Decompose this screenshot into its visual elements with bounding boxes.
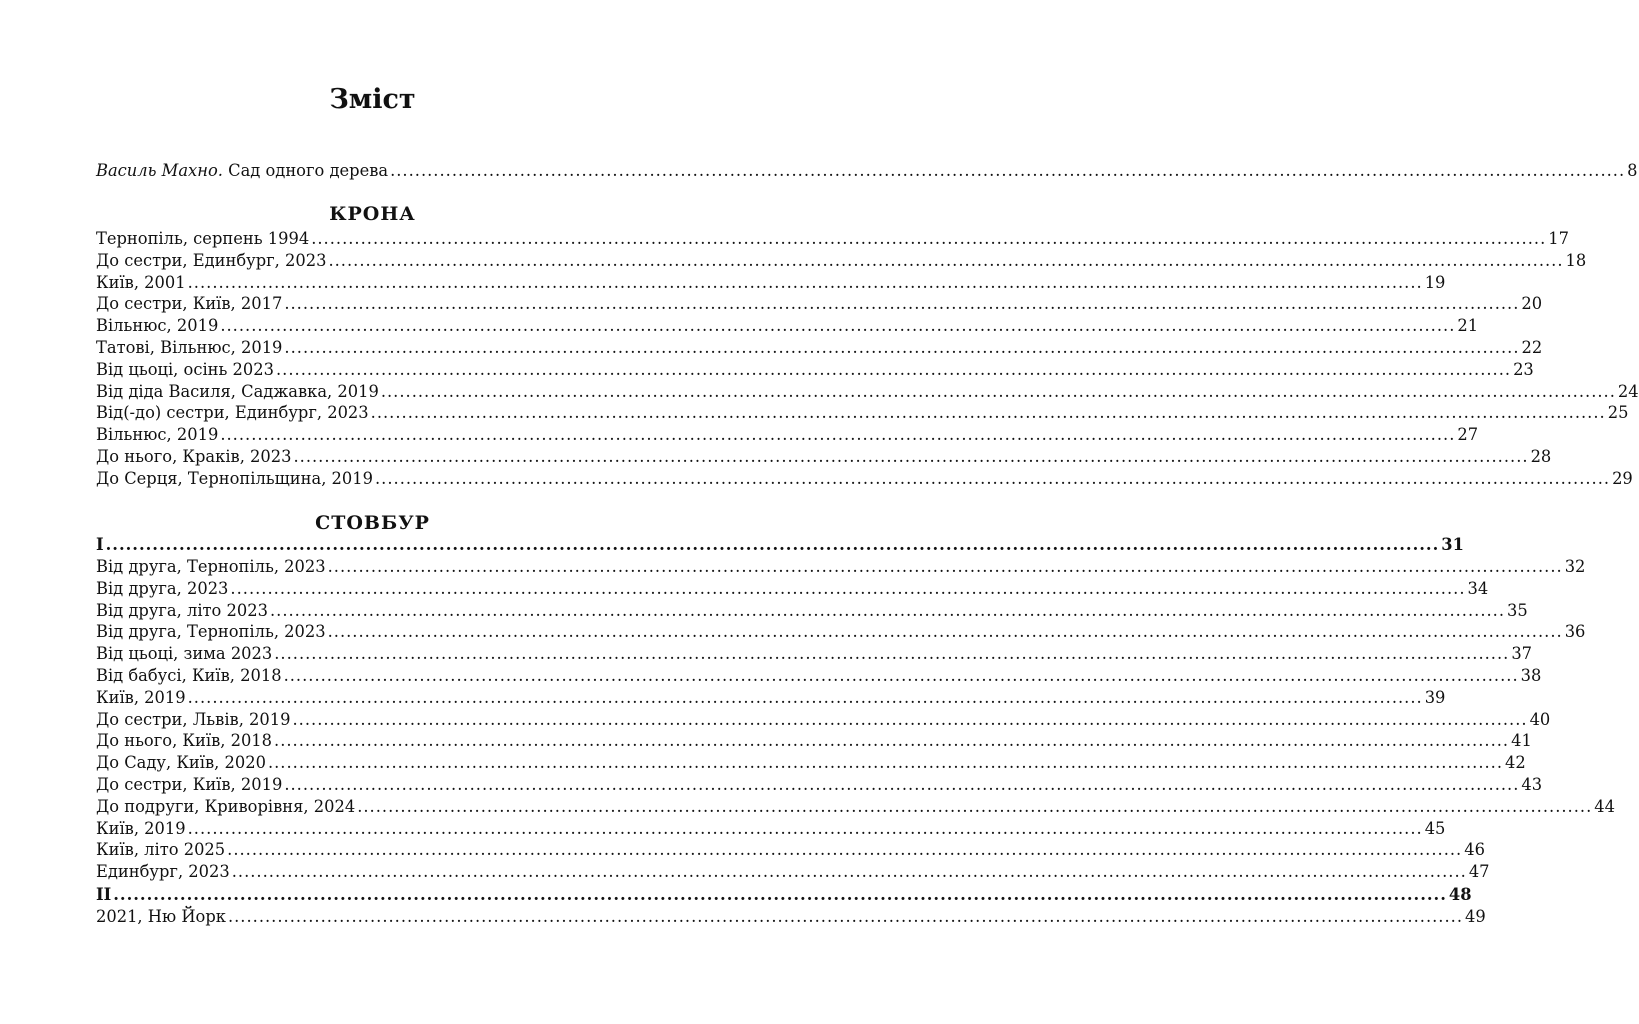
dot-leader: ........................................................................................................................................................................................................ xyxy=(327,557,1563,576)
toc-entry xyxy=(96,665,1542,687)
toc-entry-label: Единбург, 2023 xyxy=(96,862,230,882)
toc-entry-intro xyxy=(96,160,1638,182)
toc-entry xyxy=(96,228,1569,250)
toc-entry-page: 29 xyxy=(1612,468,1633,488)
dot-leader: ........................................................................................................................................................................................................ xyxy=(311,229,1547,248)
toc-entry xyxy=(96,621,1586,643)
toc-part-one xyxy=(96,534,1464,556)
toc-entry-label: До сестри, Единбург, 2023 xyxy=(96,250,327,270)
toc-entry-page: 27 xyxy=(1457,425,1479,445)
toc-entry-label: До нього, Краків, 2023 xyxy=(96,447,292,466)
dot-leader: ........................................................................................................................................................................................................ xyxy=(230,578,1466,598)
dot-leader: ........................................................................................................................................................................................................ xyxy=(227,907,1464,926)
toc-entry-page: 39 xyxy=(1424,687,1446,707)
toc-entry-label: Київ, літо 2025 xyxy=(96,840,226,860)
toc-entry xyxy=(96,315,1479,337)
toc-entry xyxy=(96,556,1586,578)
toc-entry-label: Від бабусі, Київ, 2018 xyxy=(96,666,282,685)
page-title: Зміст xyxy=(329,84,416,115)
toc-entry-label: Татові, Вільнюс, 2019 xyxy=(96,338,283,357)
toc-entry xyxy=(96,643,1533,665)
toc-part-label: І xyxy=(96,535,104,554)
toc-entry-page: 36 xyxy=(1564,622,1586,642)
toc-entry-label: Київ, 2019 xyxy=(96,687,186,707)
toc-entry xyxy=(96,293,1543,315)
toc-entry-page: 45 xyxy=(1424,818,1446,838)
toc-entry-page: 24 xyxy=(1617,381,1639,401)
dot-leader: ........................................................................................................................................................................................................ xyxy=(220,316,1456,336)
toc-entry xyxy=(96,796,1615,818)
toc-entry-page: 41 xyxy=(1511,731,1532,751)
toc-entry-label: Київ, 2019 xyxy=(96,818,186,838)
toc-entry-label: До Серця, Тернопільщина, 2019 xyxy=(96,468,373,488)
dot-leader: ........................................................................................................................................................................................................ xyxy=(267,753,1504,773)
dot-leader: ........................................................................................................................................................................................................ xyxy=(231,862,1467,882)
toc-entry-page: 18 xyxy=(1565,250,1587,270)
toc-entry-label xyxy=(96,160,388,182)
dot-leader: ........................................................................................................................................................................................................ xyxy=(328,250,1564,270)
toc-entry xyxy=(96,687,1446,709)
toc-entry-label: До подруги, Криворівня, 2024 xyxy=(96,796,356,816)
dot-leader: ........................................................................................................................................................................................................ xyxy=(390,161,1626,180)
section-heading-stovbur: СТОВБУР xyxy=(315,512,430,534)
toc-entry-page: 37 xyxy=(1511,644,1533,664)
toc-entry-label: Вільнюс, 2019 xyxy=(96,316,219,336)
toc-entry-page: 8 xyxy=(1627,161,1638,180)
toc-entry-page: 40 xyxy=(1529,709,1551,729)
toc-entry-page: 25 xyxy=(1607,403,1629,423)
dot-leader: ........................................................................................................................................................................................................ xyxy=(284,338,1520,357)
toc-entry xyxy=(96,381,1639,403)
toc-entry-page: 19 xyxy=(1424,272,1446,292)
toc-entry-page: 28 xyxy=(1530,447,1552,466)
toc-entry-page: 47 xyxy=(1468,862,1490,882)
toc-entry xyxy=(96,861,1490,883)
toc-entry-page: 21 xyxy=(1457,316,1479,336)
toc-entry xyxy=(96,337,1543,359)
toc-entry xyxy=(96,752,1526,774)
dot-leader: ........................................................................................................................................................................................................ xyxy=(380,381,1616,401)
toc-entry-label: До сестри, Київ, 2019 xyxy=(96,775,283,794)
dot-leader: ........................................................................................................................................................................................................ xyxy=(274,644,1510,664)
dot-leader: ........................................................................................................................................................................................................ xyxy=(370,403,1606,423)
toc-entry xyxy=(96,250,1587,272)
toc-entry-label: Від діда Василя, Саджавка, 2019 xyxy=(96,381,379,401)
toc-entry xyxy=(96,730,1532,752)
toc-entry-page: 49 xyxy=(1465,907,1486,926)
toc-part-two xyxy=(96,884,1472,906)
dot-leader: ........................................................................................................................................................................................................ xyxy=(357,796,1593,816)
dot-leader: ........................................................................................................................................................................................................ xyxy=(284,775,1520,794)
toc-entry-label: Від цьоці, зима 2023 xyxy=(96,644,273,664)
toc-entry-page: 34 xyxy=(1467,578,1489,598)
toc-entry-author: Василь Махно. xyxy=(96,161,223,180)
toc-entry-label: До Саду, Київ, 2020 xyxy=(96,753,266,773)
dot-leader: ........................................................................................................................................................................................................ xyxy=(375,468,1611,488)
toc-entry-label: Київ, 2001 xyxy=(96,272,186,292)
toc-entry xyxy=(96,709,1551,731)
toc-entry xyxy=(96,600,1528,622)
toc-entry-page: 20 xyxy=(1521,294,1543,314)
toc-entry xyxy=(96,774,1543,796)
toc-entry-page: 44 xyxy=(1594,796,1615,816)
toc-entry-label: Від друга, 2023 xyxy=(96,578,229,598)
toc-entry xyxy=(96,839,1485,861)
toc-entry xyxy=(96,446,1552,468)
section-heading-krona: КРОНА xyxy=(329,203,416,225)
toc-entry xyxy=(96,468,1633,490)
dot-leader: ........................................................................................................................................................................................................ xyxy=(283,666,1519,685)
toc-entry-label: До сестри, Київ, 2017 xyxy=(96,294,283,314)
toc-entry xyxy=(96,402,1629,424)
toc-entry xyxy=(96,818,1446,840)
toc-entry-label: Від друга, літо 2023 xyxy=(96,600,268,620)
dot-leader: ........................................................................................................................................................................................................ xyxy=(227,840,1463,860)
dot-leader: ........................................................................................................................................................................................................ xyxy=(187,687,1423,707)
toc-entry xyxy=(96,578,1489,600)
dot-leader: ........................................................................................................................................................................................................ xyxy=(220,425,1456,445)
toc-entry-label: Тернопіль, серпень 1994 xyxy=(96,229,310,248)
toc-entry-label: Вільнюс, 2019 xyxy=(96,425,219,445)
toc-entry-label: До сестри, Львів, 2019 xyxy=(96,709,291,729)
dot-leader: ........................................................................................................................................................................................................ xyxy=(327,622,1563,642)
toc-entry xyxy=(96,272,1446,294)
dot-leader: ........................................................................................................................................................................................................ xyxy=(105,535,1440,554)
toc-entry-page: 42 xyxy=(1505,753,1526,773)
dot-leader: ........................................................................................................................................................................................................ xyxy=(113,885,1447,904)
dot-leader: ........................................................................................................................................................................................................ xyxy=(269,600,1506,620)
toc-entry-page: 35 xyxy=(1507,600,1528,620)
toc-part-page: 31 xyxy=(1441,535,1464,554)
toc-part-page: 48 xyxy=(1448,885,1472,904)
toc-entry-page: 32 xyxy=(1564,557,1586,576)
toc-entry-page: 22 xyxy=(1521,338,1543,357)
dot-leader: ........................................................................................................................................................................................................ xyxy=(187,818,1423,838)
toc-entry-page: 38 xyxy=(1520,666,1542,685)
toc-entry-label: Від цьоці, осінь 2023 xyxy=(96,359,274,379)
toc-entry-page: 17 xyxy=(1548,229,1569,248)
toc-entry-label: Від друга, Тернопіль, 2023 xyxy=(96,557,326,576)
toc-entry xyxy=(96,359,1534,381)
toc-entry-label: Від друга, Тернопіль, 2023 xyxy=(96,622,326,642)
dot-leader: ........................................................................................................................................................................................................ xyxy=(292,709,1528,729)
dot-leader: ........................................................................................................................................................................................................ xyxy=(293,447,1529,466)
toc-entry-title: Сад одного дерева xyxy=(222,161,389,180)
toc-entry xyxy=(96,906,1486,928)
dot-leader: ........................................................................................................................................................................................................ xyxy=(274,731,1510,751)
dot-leader: ........................................................................................................................................................................................................ xyxy=(187,272,1423,292)
toc-entry-page: 43 xyxy=(1521,775,1543,794)
dot-leader: ........................................................................................................................................................................................................ xyxy=(276,359,1512,379)
toc-entry xyxy=(96,424,1479,446)
toc-entry-page: 23 xyxy=(1513,359,1534,379)
toc-entry-page: 46 xyxy=(1464,840,1485,860)
toc-entry-label: 2021, Ню Йорк xyxy=(96,907,226,926)
toc-entry-label: До нього, Київ, 2018 xyxy=(96,731,273,751)
dot-leader: ........................................................................................................................................................................................................ xyxy=(284,294,1520,314)
toc-entry-label: Від(-до) сестри, Единбург, 2023 xyxy=(96,403,369,423)
toc-part-label: ІІ xyxy=(96,885,112,904)
